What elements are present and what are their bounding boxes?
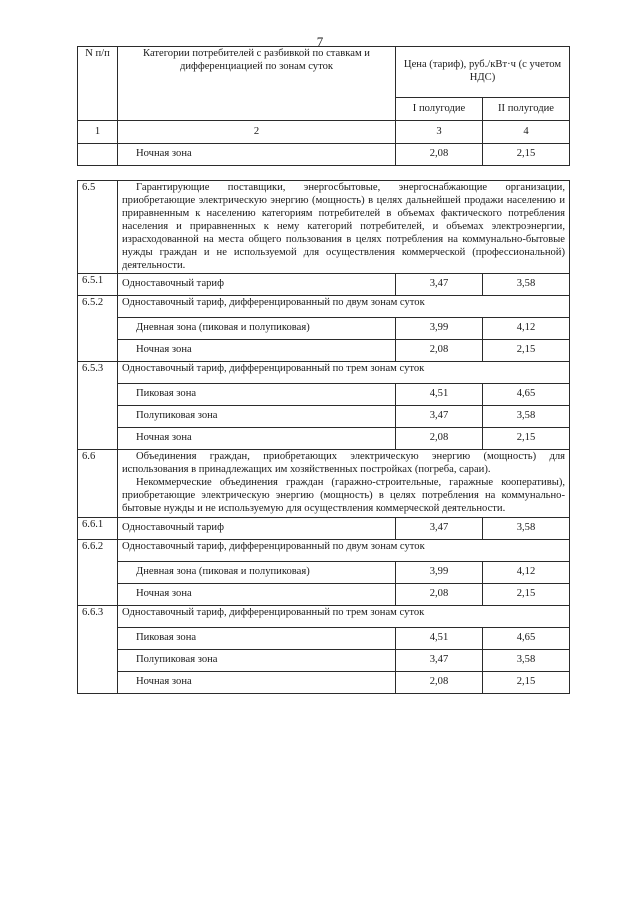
section-num: 6.5 bbox=[78, 181, 118, 274]
row-num: 6.6.1 bbox=[78, 518, 118, 540]
header-price: Цена (тариф), руб./кВт·ч (с учетом НДС) bbox=[396, 47, 570, 98]
table-row bbox=[78, 384, 570, 406]
section-text: Гарантирующие поставщики, энергосбытовые, энергоснабжающие организации, приобретающие электрическую энергию (мощность) в целях дальнейшей продажи населению и приравненным к населению категориям потребителей в объемах фактического потребления населения и приравненных к нему категорий потребителей, и объемах электроэнергии, израсходованной на места общего пользования в целях потребления на коммунально-бытовые нужды граждан и не используемой для осуществления коммерческой (профессиональной) деятельности. bbox=[118, 181, 570, 274]
row-label: Ночная зона bbox=[118, 340, 396, 362]
table-row bbox=[78, 628, 570, 650]
row-label: Пиковая зона bbox=[118, 384, 396, 406]
row-value-h2: 3,58 bbox=[483, 274, 570, 296]
table-row bbox=[78, 362, 570, 384]
row-label: Одноставочный тариф, дифференцированный по двум зонам суток bbox=[118, 296, 570, 318]
section-row bbox=[78, 450, 570, 518]
row-label: Одноставочный тариф, дифференцированный по трем зонам суток bbox=[118, 362, 570, 384]
table-row bbox=[78, 144, 570, 166]
table-row bbox=[78, 274, 570, 296]
header-num: N п/п bbox=[78, 47, 118, 121]
row-value-h1: 3,99 bbox=[396, 318, 483, 340]
row-value-h1: 2,08 bbox=[396, 672, 483, 694]
index-1: 1 bbox=[78, 121, 118, 144]
row-value-h1: 2,08 bbox=[396, 428, 483, 450]
row-label: Дневная зона (пиковая и полупиковая) bbox=[118, 318, 396, 340]
row-label: Пиковая зона bbox=[118, 628, 396, 650]
section-paragraph: Объединения граждан, приобретающих электрическую энергию (мощность) для использования в принадлежащих им хозяйственных постройках (погреба, сараи). bbox=[122, 451, 565, 476]
row-num-empty bbox=[78, 144, 118, 166]
row-label: Одноставочный тариф, дифференцированный по трем зонам суток bbox=[118, 606, 570, 628]
row-label: Ночная зона bbox=[118, 144, 396, 166]
row-num: 6.5.2 bbox=[78, 296, 118, 318]
section-num: 6.6 bbox=[78, 450, 118, 518]
header-half2: II полугодие bbox=[483, 98, 570, 121]
table-row bbox=[78, 340, 570, 362]
table-row bbox=[78, 584, 570, 606]
row-num: 6.5.3 bbox=[78, 362, 118, 384]
row-value-h1: 4,51 bbox=[396, 384, 483, 406]
row-value-h2: 4,65 bbox=[483, 384, 570, 406]
row-value-h1: 3,47 bbox=[396, 518, 483, 540]
row-value-h1: 4,51 bbox=[396, 628, 483, 650]
table-row bbox=[78, 296, 570, 318]
row-value-h1: 3,47 bbox=[396, 650, 483, 672]
row-value-h1: 2,08 bbox=[396, 340, 483, 362]
row-value-h1: 3,99 bbox=[396, 562, 483, 584]
row-label: Одноставочный тариф bbox=[118, 274, 396, 296]
row-num: 6.6.3 bbox=[78, 606, 118, 628]
section-text bbox=[118, 450, 570, 518]
table-row bbox=[78, 562, 570, 584]
table-row bbox=[78, 606, 570, 628]
table-row bbox=[78, 650, 570, 672]
row-value-h2: 2,15 bbox=[483, 340, 570, 362]
index-2: 2 bbox=[118, 121, 396, 144]
row-value-h2: 3,58 bbox=[483, 650, 570, 672]
section-row bbox=[78, 181, 570, 274]
header-category: Категории потребителей с разбивкой по ставкам и дифференциацией по зонам суток bbox=[118, 47, 396, 121]
row-label: Ночная зона bbox=[118, 428, 396, 450]
row-label: Одноставочный тариф, дифференцированный по двум зонам суток bbox=[118, 540, 570, 562]
header-row bbox=[78, 47, 570, 98]
index-3: 3 bbox=[396, 121, 483, 144]
row-value-h2: 2,15 bbox=[483, 672, 570, 694]
section-paragraph: Некоммерческие объединения граждан (гаражно-строительные, гаражные кооперативы), приобретающие электрическую энергию (мощность) в целях потребления на коммунально-бытовые нужды и не используемую для осуществления коммерческой деятельности. bbox=[122, 477, 565, 515]
row-value-h2: 2,15 bbox=[483, 428, 570, 450]
index-4: 4 bbox=[483, 121, 570, 144]
index-row bbox=[78, 121, 570, 144]
row-label: Одноставочный тариф bbox=[118, 518, 396, 540]
row-value-h1: 2,08 bbox=[396, 584, 483, 606]
row-label: Ночная зона bbox=[118, 584, 396, 606]
row-label: Дневная зона (пиковая и полупиковая) bbox=[118, 562, 396, 584]
page-number: 7 bbox=[316, 34, 324, 49]
row-value-h1: 3,47 bbox=[396, 406, 483, 428]
row-value-h2: 4,65 bbox=[483, 628, 570, 650]
row-value-h2: 4,12 bbox=[483, 562, 570, 584]
row-value-h2: 2,15 bbox=[483, 584, 570, 606]
row-value-h2: 3,58 bbox=[483, 518, 570, 540]
row-value-h2: 4,12 bbox=[483, 318, 570, 340]
row-value-h1: 2,08 bbox=[396, 144, 483, 166]
row-value-h1: 3,47 bbox=[396, 274, 483, 296]
table-row bbox=[78, 428, 570, 450]
table-row bbox=[78, 406, 570, 428]
row-label: Полупиковая зона bbox=[118, 650, 396, 672]
row-label: Полупиковая зона bbox=[118, 406, 396, 428]
spacer-row bbox=[78, 166, 570, 181]
tariff-table bbox=[77, 46, 570, 694]
row-num: 6.6.2 bbox=[78, 540, 118, 562]
row-value-h2: 3,58 bbox=[483, 406, 570, 428]
table-row bbox=[78, 318, 570, 340]
header-half1: I полугодие bbox=[396, 98, 483, 121]
row-label: Ночная зона bbox=[118, 672, 396, 694]
table-row bbox=[78, 540, 570, 562]
table-row bbox=[78, 672, 570, 694]
table-row bbox=[78, 518, 570, 540]
row-value-h2: 2,15 bbox=[483, 144, 570, 166]
row-num: 6.5.1 bbox=[78, 274, 118, 296]
